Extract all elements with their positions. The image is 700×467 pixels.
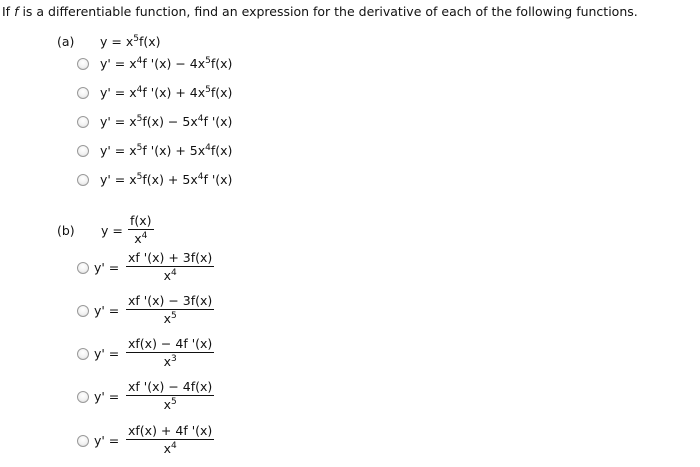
fraction-numerator: xf '(x) + 3f(x) [128, 250, 213, 265]
part-a-option-3-label: $y' = x^5f(x) - 5x^4f$ '(x) [100, 114, 233, 129]
fraction-denominator: $x^5$ [163, 397, 177, 412]
fraction-denominator: $x^4$ [163, 268, 177, 283]
part-b-option-2-lhs: y' = [94, 303, 120, 318]
part-a-option-5-radio[interactable] [77, 174, 89, 186]
fraction-numerator: f(x) [130, 213, 152, 228]
part-b-option-4-lhs: y' = [94, 389, 120, 404]
part-a-option-4-radio[interactable] [77, 145, 89, 157]
part-b-option-5-fraction [126, 424, 214, 456]
part-b-lhs: y = [101, 223, 123, 238]
part-b-option-5-lhs: y' = [94, 433, 120, 448]
part-a-option-1-label: $y' = x^4f$ '$(x) - 4x^5f(x)$ [100, 56, 233, 71]
part-b-option-1-lhs: y' = [94, 260, 120, 275]
fraction-numerator: xf '(x) − 3f(x) [128, 293, 213, 308]
part-b-fraction [128, 214, 154, 246]
part-b-option-3-radio[interactable] [77, 348, 89, 360]
part-b-option-5-radio[interactable] [77, 435, 89, 447]
part-a-option-1-radio[interactable] [77, 58, 89, 70]
fraction-numerator: xf '(x) − 4f(x) [128, 379, 213, 394]
part-b-label: (b) [57, 223, 75, 238]
part-a-label: (a) [57, 34, 75, 49]
part-a-option-2-label: $y' = x^4f$ '$(x) + 4x^5f(x)$ [100, 85, 233, 100]
part-b-option-2-radio[interactable] [77, 305, 89, 317]
part-a-function: $y = x^5f(x)$ [100, 34, 161, 49]
part-b-option-1-fraction [126, 251, 214, 283]
fraction-denominator: $x^3$ [163, 354, 177, 369]
part-a-option-5-label: $y' = x^5f(x) + 5x^4f$ '(x) [100, 172, 233, 187]
fraction-denominator: $x^4$ [163, 441, 177, 456]
part-b-option-2-fraction [126, 294, 214, 326]
part-b-option-3-fraction [126, 337, 214, 369]
part-b-option-4-radio[interactable] [77, 391, 89, 403]
part-a-option-3-radio[interactable] [77, 116, 89, 128]
fraction-numerator: xf(x) + 4f '(x) [128, 423, 213, 438]
part-b-option-4-fraction [126, 380, 214, 412]
part-a-option-4-label: $y' = x^5f$ '$(x) + 5x^4f(x)$ [100, 143, 233, 158]
fraction-denominator: $x^4$ [134, 231, 148, 246]
part-b-option-3-lhs: y' = [94, 346, 120, 361]
part-a-option-2-radio[interactable] [77, 87, 89, 99]
part-b-option-1-radio[interactable] [77, 262, 89, 274]
fraction-numerator: xf(x) − 4f '(x) [128, 336, 213, 351]
question-intro: If f is a differentiable function, find an expression for the derivative of each of the following functions. [2, 4, 638, 19]
fraction-denominator: $x^5$ [163, 311, 177, 326]
